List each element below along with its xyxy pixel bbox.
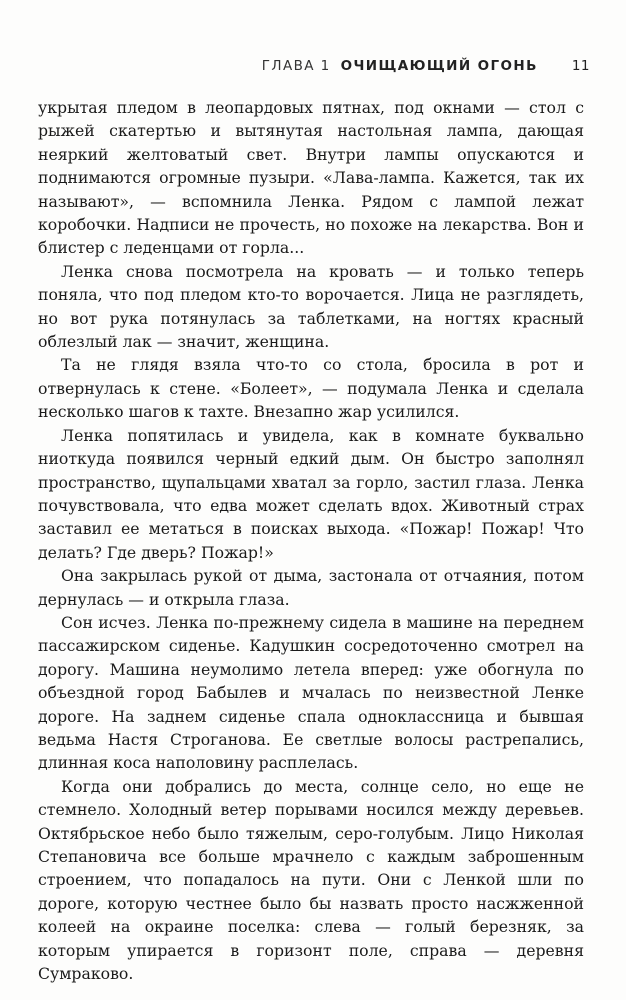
paragraph: Та не глядя взяла что-то со стола, бросила в рот и отвернулась к стене. «Болеет», — подумала Ленка и сделала несколько шагов к тахте. Внезапно жар усилился. [38,355,584,422]
paragraph: укрытая пледом в леопардовых пятнах, под окнами — стол с рыжей скатертью и вытянутая настольная лампа, дающая неяркий желтоватый свет. Внутри лампы опускаются и поднимаются огромные пузыри. «Лава-лампа. Кажется, так их называют», — вспомнила Ленка. Рядом с лампой лежат коробочки. Надписи не прочесть, но похоже на лекарства. Вон и блистер с леденцами от горла... [38,98,584,258]
chapter-title: ОЧИЩАЮЩИЙ ОГОНЬ [340,58,538,74]
paragraph: Она закрылась рукой от дыма, застонала от отчаяния, потом дернулась — и открыла глаза. [38,566,584,609]
running-header [262,58,590,74]
page-number: 11 [571,58,590,74]
paragraph: Ленка снова посмотрела на кровать — и только теперь поняла, что под пледом кто-то ворочается. Лица не разглядеть, но вот рука потянулась за таблетками, на ногтях красный облезлый лак — значит, женщина. [38,261,584,352]
body-text [38,96,584,985]
chapter-label: ГЛАВА 1 [261,58,331,74]
paragraph: Когда они добрались до места, солнце село, но еще не стемнело. Холодный ветер порывами носился между деревьев. Октябрьское небо было тяжелым, серо-голубым. Лицо Николая Степановича все больше мрачнело с каждым заброшенным строением, что попадалось на пути. Они с Ленкой шли по дороге, которую честнее было бы назвать просто насжженной колеей на окраине поселка: слева — голый березняк, за которым упирается в горизонт поле, справа — деревня Сумраково. [38,776,584,984]
paragraph: Сон исчез. Ленка по-прежнему сидела в машине на переднем пассажирском сиденье. Кадушкин сосредоточенно смотрел на дорогу. Машина неумолимо летела вперед: уже обогнула по объездной город Бабылев и мчалась по неизвестной Ленке дороге. На заднем сиденье спала одноклассница и бывшая ведьма Настя Строганова. Ее светлые волосы растрепались, длинная коса наполовину расплелась. [38,612,584,773]
paragraph: Ленка попятилась и увидела, как в комнате буквально ниоткуда появился черный едкий дым. Он быстро заполнял пространство, щупальцами хватал за горло, застил глаза. Ленка почувствовала, что едва может сделать вдох. Животный страх заставил ее метаться в поисках выхода. «Пожар! Пожар! Что делать? Где дверь? Пожар!» [38,425,584,562]
